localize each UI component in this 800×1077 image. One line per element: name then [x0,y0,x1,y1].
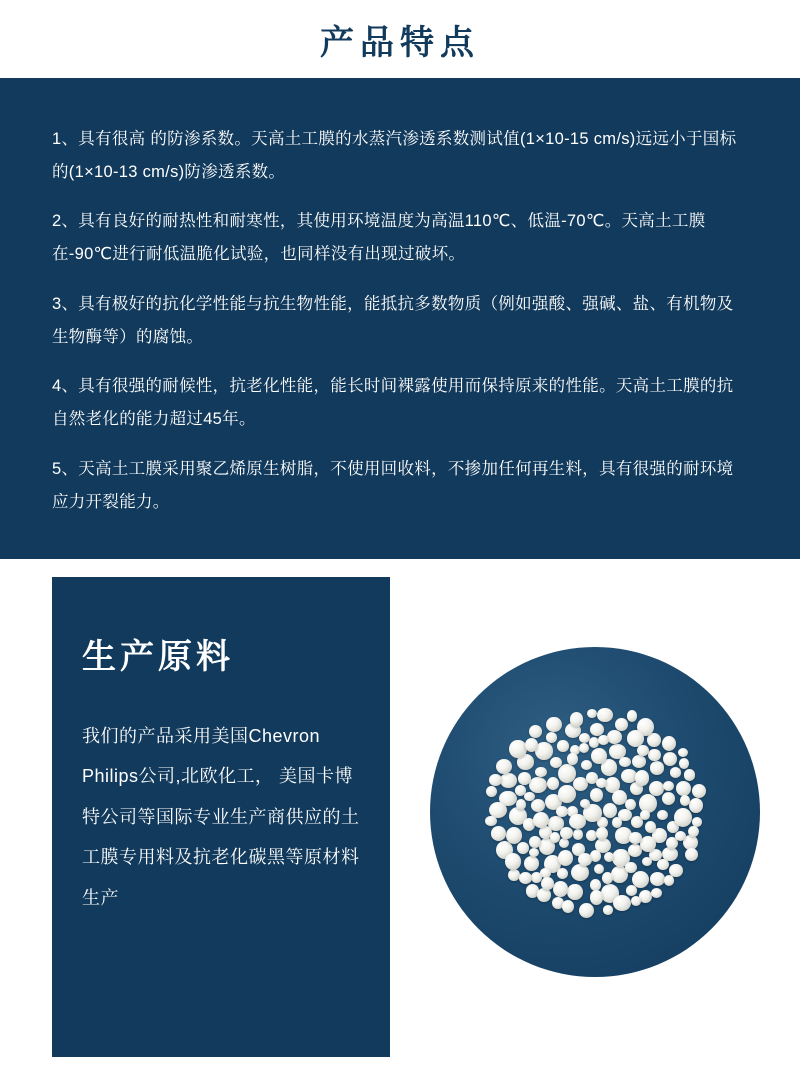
resin-pellet [524,856,539,871]
resin-pellet [524,792,534,802]
feature-item: 2、具有良好的耐热性和耐寒性，其使用环境温度为高温110℃、低温-70℃。天高土工膜在-90℃进行耐低温脆化试验，也同样没有出现过破坏。 [52,212,706,263]
resin-pellet [648,749,660,761]
resin-pellet [685,848,698,861]
resin-pellet [516,799,527,810]
resin-pellet [684,769,695,780]
resin-pellet [590,879,601,891]
resin-pellet-cluster [481,704,709,920]
resin-pellet [569,814,586,829]
resin-pellet [556,806,568,817]
resin-pellet [525,738,538,752]
resin-pellet [557,740,570,752]
resin-pellet [558,785,575,803]
resin-pellet [596,827,609,840]
resin-pellet [508,869,520,881]
resin-pellet [647,733,661,748]
resin-pellet [627,710,638,722]
resin-pellet [688,826,699,838]
resin-pellet [676,781,691,796]
resin-pellet [581,760,592,770]
resin-pellet [635,770,650,786]
resin-pellet [632,755,646,768]
resin-pellet [546,717,561,732]
resin-pellet [675,831,687,841]
resin-pellet [637,745,649,756]
page-title: 产品特点 [320,23,480,62]
raw-material-card [52,577,390,1057]
resin-pellet [546,732,558,743]
resin-pellet [533,812,549,828]
resin-pellet [650,872,665,886]
raw-material-heading: 生产原料 [82,637,234,676]
resin-pellet [560,827,572,839]
resin-pellet [489,774,502,786]
resin-pellet [567,884,583,901]
resin-pellet [662,736,676,751]
resin-pellet [578,853,592,866]
page-title-bar [0,0,800,78]
resin-pellet [509,740,526,758]
resin-pellet [602,872,613,884]
resin-pellet [639,890,652,903]
resin-pellet [589,737,599,747]
resin-pellet [626,885,637,895]
resin-pellet [531,799,545,812]
resin-pellet [596,778,607,788]
resin-pellet [500,773,517,788]
resin-pellet [657,810,668,820]
resin-pellet [571,864,589,881]
resin-pellet [562,900,574,913]
resin-pellet [573,829,583,840]
resin-pellet [603,803,617,818]
resin-pellet [670,767,681,777]
raw-material-body: 我们的产品采用美国Chevron Philips公司,北欧化工， 美国卡博特公司等国际专业生产商供应的土工膜专用料及抗老化碳黑等原材料生产 [82,725,360,908]
resin-pellet [558,850,573,866]
resin-pellet [650,761,664,774]
resin-pellet [579,743,589,753]
resin-pellet [517,842,530,854]
resin-pellet [603,905,613,914]
resin-pellet [567,753,577,764]
resin-pellet [662,792,675,804]
resin-pellet [663,752,677,766]
resin-pellet [570,712,583,726]
resin-pellet [678,748,688,757]
resin-pellet [579,903,594,918]
resin-pellet [640,810,650,820]
resin-pellet [663,781,674,791]
resin-pellet [537,888,551,903]
resin-pellet [496,759,512,774]
resin-pellet [664,875,674,885]
feature-item: 3、具有极好的抗化学性能与抗生物性能，能抵抗多数物质（例如强酸、强碱、盐、有机物及生物酶等）的腐蚀。 [52,294,734,346]
resin-pellet [547,777,560,790]
resin-pellet [491,826,507,841]
resin-pellet [692,784,706,798]
features-panel [0,78,800,559]
resin-pellet [505,853,521,870]
resin-pellet [557,868,569,880]
resin-pellet [651,888,662,898]
resin-pellet [612,817,622,828]
raw-material-section [0,559,800,1077]
resin-pellet [627,730,644,746]
resin-pellet [689,798,703,813]
resin-pellet [550,757,562,768]
feature-item: 5、天高土工膜采用聚乙烯原生树脂，不使用回收料，不掺加任何再生料，具有很强的耐环境应力开裂能力。 [52,459,734,511]
resin-pellet [674,808,692,827]
resin-pellet [590,890,603,904]
resin-pellet [607,730,622,744]
pellets-photo [430,647,760,977]
resin-pellet [590,723,604,736]
resin-pellet [642,857,652,867]
resin-pellet [594,864,604,874]
resin-pellet [559,838,569,848]
resin-pellet [680,795,690,805]
resin-pellet [553,881,568,897]
resin-pellet [485,816,497,827]
resin-pellet [486,786,497,797]
resin-pellet [597,708,612,722]
resin-pellet [598,735,608,745]
resin-pellet [529,725,542,738]
resin-pellet [587,709,597,718]
resin-pellet [679,758,689,769]
resin-pellet [540,868,550,877]
resin-pellet [591,748,606,764]
resin-pellet [541,877,553,889]
feature-item: 4、具有很强的耐候性，抗老化性能，能长时间裸露使用而保持原来的性能。天高土工膜的抗自然老化的能力超过45年。 [52,377,734,428]
feature-item: 1、具有很高 的防渗系数。天高土工膜的水蒸汽渗透系数测试值(1×10-15 cm/s)远远小于国标的(1×10-13 cm/s)防渗透系数。 [52,129,737,181]
resin-pellet [519,872,532,884]
resin-pellet [529,836,541,848]
resin-pellet [590,788,603,802]
resin-pellet [657,859,669,870]
resin-pellet [529,848,539,857]
resin-pellet [645,821,657,833]
resin-pellet [535,767,546,777]
resin-pellet [529,777,546,793]
resin-pellet [631,896,641,906]
resin-pellet [619,757,630,767]
resin-pellet [531,872,542,883]
resin-pellet [613,895,631,911]
